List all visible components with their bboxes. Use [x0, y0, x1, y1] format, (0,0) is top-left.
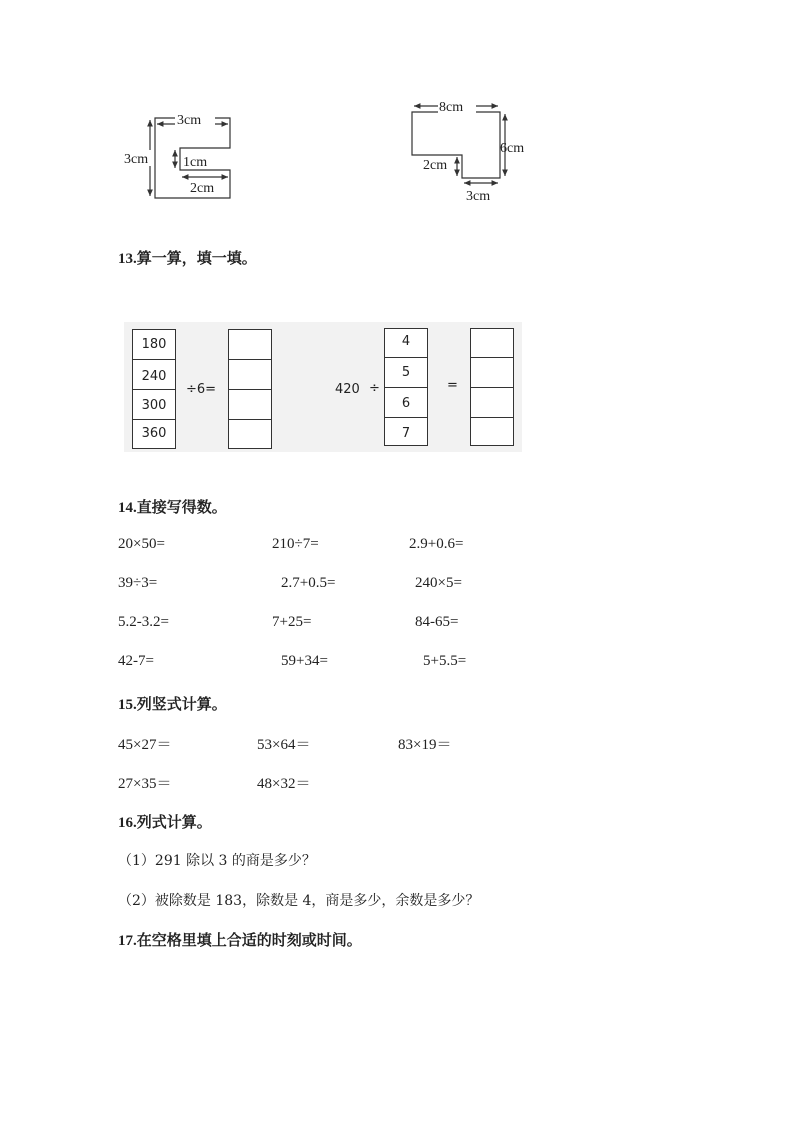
q14-expression: 84-65= — [415, 614, 459, 630]
q14-expression: 2.7+0.5= — [281, 575, 336, 591]
right-height-label: 6cm — [500, 141, 525, 156]
q13-cell: 360 — [141, 426, 167, 441]
q15-expression: 45×27＝ — [118, 737, 172, 753]
left-notch-width-label: 2cm — [190, 181, 215, 196]
q15-expression: 48×32＝ — [257, 776, 311, 792]
q16-title: 16.列式计算。 — [118, 813, 212, 831]
q13-cell: 180 — [133, 330, 175, 360]
left-notch-height-label: 1cm — [183, 155, 208, 170]
q13-title: 13.算一算，填一填。 — [118, 249, 257, 267]
q14-expression: 20×50= — [118, 536, 165, 552]
q14-expression: 2.9+0.6= — [409, 536, 464, 552]
shape-figures — [0, 0, 794, 215]
q13-dividend-column — [132, 329, 176, 449]
right-notch-height-label: 2cm — [423, 158, 448, 173]
q15-expression: 53×64＝ — [257, 737, 311, 753]
q13-cell: 6 — [385, 388, 427, 418]
q13-answer-column-2[interactable] — [470, 328, 514, 446]
q14-expression: 59+34= — [281, 653, 328, 669]
q14-expression: 5+5.5= — [423, 653, 467, 669]
q14-expression: 7+25= — [272, 614, 312, 630]
q17-title: 17.在空格里填上合适的时刻或时间。 — [118, 931, 362, 949]
q14-expression: 210÷7= — [272, 536, 319, 552]
q16-item-2: （2）被除数是 183，除数是 4，商是多少，余数是多少？ — [118, 893, 480, 909]
left-top-width-label: 3cm — [177, 113, 202, 128]
q13-operator-1: ÷6= — [186, 382, 217, 397]
q14-expression: 39÷3= — [118, 575, 158, 591]
q13-dividend-420: 420 — [335, 382, 360, 397]
q13-panel — [124, 322, 522, 452]
q13-answer-column-1[interactable] — [228, 329, 272, 449]
q13-cell: 4 — [385, 329, 427, 358]
q13-divisor-column — [384, 328, 428, 446]
q13-operator-2: ÷ — [369, 381, 380, 396]
q14-expression: 5.2-3.2= — [118, 614, 169, 630]
q15-title: 15.列竖式计算。 — [118, 695, 227, 713]
q14-title: 14.直接写得数。 — [118, 498, 227, 516]
q13-cell: 5 — [385, 358, 427, 388]
q15-expression: 27×35＝ — [118, 776, 172, 792]
left-height-label: 3cm — [124, 152, 149, 167]
q15-expression: 83×19＝ — [398, 737, 452, 753]
right-top-width-label: 8cm — [439, 100, 464, 115]
q13-cell: 240 — [133, 360, 175, 390]
q14-expression: 42-7= — [118, 653, 154, 669]
q13-cell: 300 — [133, 390, 175, 420]
q14-expression: 240×5= — [415, 575, 462, 591]
q16-item-1: （1）291 除以 3 的商是多少？ — [118, 853, 316, 869]
right-bottom-width-label: 3cm — [466, 189, 491, 204]
q13-equals-2: = — [447, 378, 458, 393]
q13-cell: 7 — [401, 426, 411, 441]
